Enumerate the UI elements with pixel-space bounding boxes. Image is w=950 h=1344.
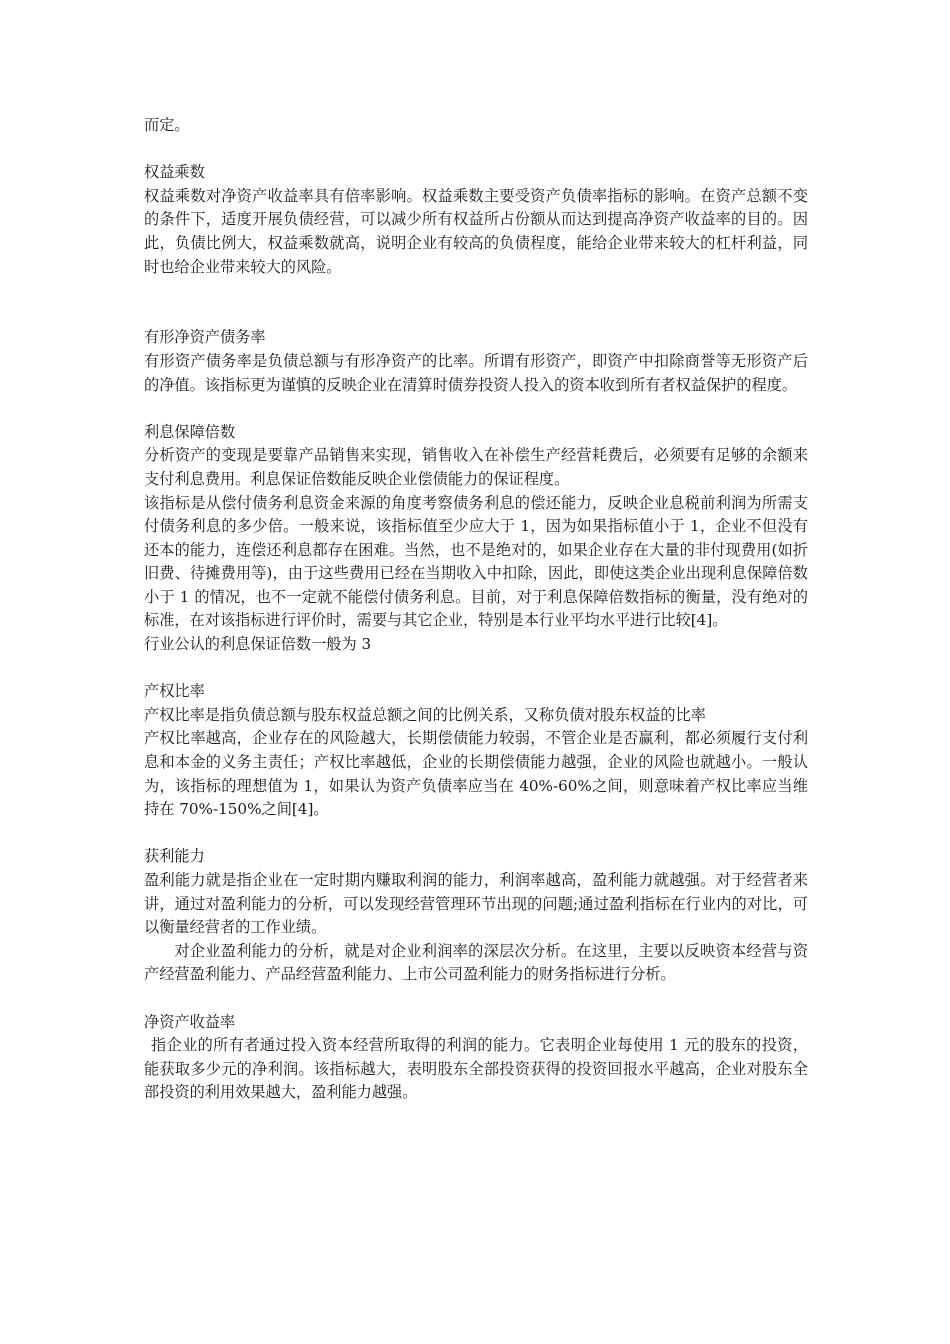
spacer [144, 657, 808, 681]
spacer [144, 279, 808, 326]
document-page [144, 114, 808, 1105]
section-paragraph: 产权比率越高，企业存在的风险越大，长期偿债能力较弱，不管企业是否赢利，都必须履行支付利息和本金的义务主责任；产权比率越低，企业的长期偿债能力越强，企业的风险也就越小。一般认为，该指标的理想值为 1，如果认为资产负债率应当在 40%-60%之间，则意味着产权比率应当维持在 70%-150%之间[4]。 [144, 729, 808, 819]
section-paragraph: 该指标是从偿付债务利息资金来源的角度考察债务利息的偿还能力，反映企业息税前利润为所需支付债务利息的多少倍。一般来说，该指标值至少应大于 1，因为如果指标值小于 1，企业不但没有还本的能力，连偿还利息都存在困难。当然，也不是绝对的，如果企业存在大量的非付现费用(如折旧费、待摊费用等)，由于这些费用已经在当期收入中扣除，因此，即使这类企业出现利息保障倍数小于 1 的情况，也不一定就不能偿付债务利息。目前，对于利息保障倍数指标的衡量，没有绝对的标准，在对该指标进行评价时，需要与其它企业，特别是本行业平均水平进行比较[4]。 [144, 493, 808, 630]
section-paragraph: 盈利能力就是指企业在一定时期内赚取利润的能力，利润率越高，盈利能力就越强。对于经营者来讲，通过对盈利能力的分析，可以发现经营管理环节出现的问题;通过盈利指标在行业内的对比，可以衡量经营者的工作业绩。 [144, 871, 808, 937]
section-heading-equity-multiplier: 权益乘数 [144, 163, 205, 182]
section-paragraph: 有形资产债务率是负债总额与有形净资产的比率。所谓有形资产，即资产中扣除商誉等无形资产后的净值。该指标更为谨慎的反映企业在清算时债券投资人投入的资本收到所有者权益保护的程度。 [144, 351, 808, 394]
section-paragraph: 行业公认的利息保证倍数一般为 3 [144, 635, 372, 654]
section-paragraph: 产权比率是指负债总额与股东权益总额之间的比例关系，又称负债对股东权益的比率 [144, 705, 706, 724]
section-heading-roe: 净资产收益率 [144, 1012, 236, 1031]
section-heading-equity-ratio: 产权比率 [144, 682, 205, 701]
spacer [144, 138, 808, 162]
spacer [144, 822, 808, 846]
lead-text: 而定。 [144, 116, 190, 134]
spacer [144, 397, 808, 421]
section-paragraph: 指企业的所有者通过投入资本经营所取得的利润的能力。它表明企业每使用 1 元的股东的投资，能获取多少元的净利润。该指标越大，表明股东全部投资获得的投资回报水平越高，企业对股东全部投资的利用效果越大，盈利能力越强。 [144, 1036, 808, 1102]
section-paragraph: 对企业盈利能力的分析，就是对企业利润率的深层次分析。在这里，主要以反映资本经营与资产经营盈利能力、产品经营盈利能力、上市公司盈利能力的财务指标进行分析。 [144, 941, 808, 984]
section-heading-interest-coverage: 利息保障倍数 [144, 422, 236, 441]
section-paragraph: 分析资产的变现是要靠产品销售来实现，销售收入在补偿生产经营耗费后，必须要有足够的余额来支付利息费用。利息保证倍数能反映企业偿债能力的保证程度。 [144, 446, 808, 488]
spacer [144, 987, 808, 1011]
section-heading-profitability: 获利能力 [144, 847, 205, 866]
section-paragraph: 权益乘数对净资产收益率具有倍率影响。权益乘数主要受资产负债率指标的影响。在资产总额不变的条件下，适度开展负债经营，可以减少所有权益所占份额从而达到提高净资产收益率的目的。因此，负债比例大，权益乘数就高，说明企业有较高的负债程度，能给企业带来较大的杠杆利益，同时也给企业带来较大的风险。 [144, 186, 808, 276]
section-heading-tangible-debt-ratio: 有形净资产债务率 [144, 328, 266, 347]
